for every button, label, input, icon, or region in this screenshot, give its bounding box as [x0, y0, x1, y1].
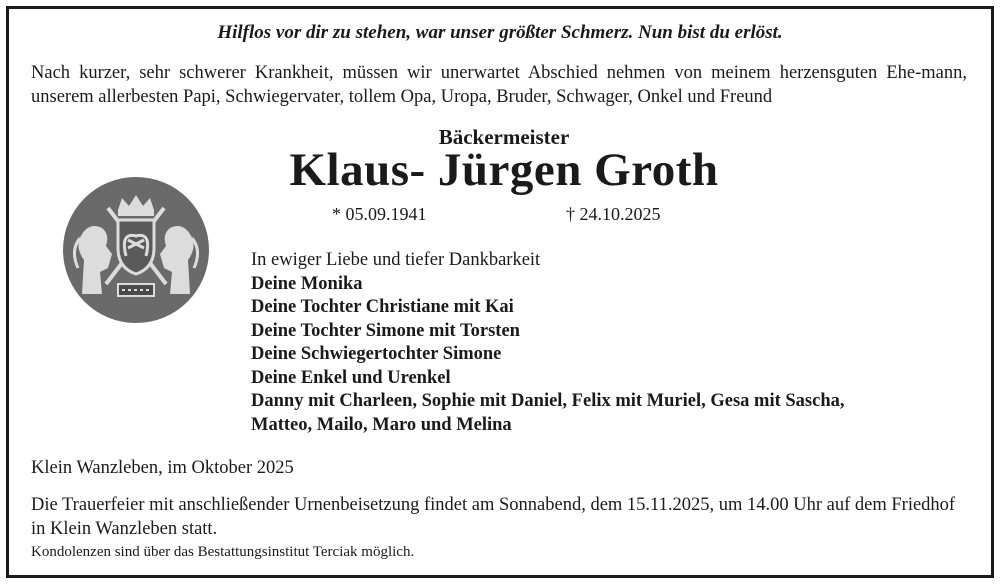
obituary-notice — [6, 6, 994, 578]
mourners-line: Deine Monika — [251, 273, 363, 294]
mourners-line: Deine Tochter Simone mit Torsten — [251, 320, 520, 341]
birth-date: * 05.09.1941 — [332, 204, 427, 224]
mourners-line: In ewiger Liebe und tiefer Dankbarkeit — [251, 250, 541, 270]
mourners-line: Deine Enkel und Urenkel — [251, 367, 451, 388]
death-date: † 24.10.2025 — [566, 204, 661, 224]
deceased-name: Klaus- Jürgen Groth — [289, 144, 719, 196]
mourners-line: Deine Schwiegertochter Simone — [251, 344, 502, 364]
motto: Hilflos vor dir zu stehen, war unser größter Schmerz. Nun bist du erlöst. — [217, 22, 783, 43]
condolences-note: Kondolenzen sind über das Bestattungsinstitut Terciak möglich. — [31, 544, 415, 560]
mourners-list — [251, 249, 845, 437]
heraldic-crest-icon — [62, 176, 210, 324]
intro-text: Nach kurzer, sehr schwerer Krankheit, müssen wir unerwartet Abschied nehmen von meinem herzensguten Ehe-mann, unserem allerbesten Papi, Schwiegervater, tollem Opa, Uropa, Bruder, Schwager, Onkel und Freund — [31, 63, 967, 107]
mourners-line: Danny mit Charleen, Sophie mit Daniel, Felix mit Muriel, Gesa mit Sascha, — [251, 391, 845, 411]
funeral-ceremony-info: Die Trauerfeier mit anschließender Urnenbeisetzung findet am Sonnabend, dem 15.11.2025, um 14.00 Uhr auf dem Friedhof in Klein Wanzleben statt. — [31, 495, 956, 539]
place-and-date: Klein Wanzleben, im Oktober 2025 — [31, 458, 294, 478]
occupation-title: Bäckermeister — [438, 125, 570, 149]
mourners-line: Matteo, Mailo, Maro und Melina — [251, 414, 512, 435]
mourners-line: Deine Tochter Christiane mit Kai — [251, 297, 514, 317]
